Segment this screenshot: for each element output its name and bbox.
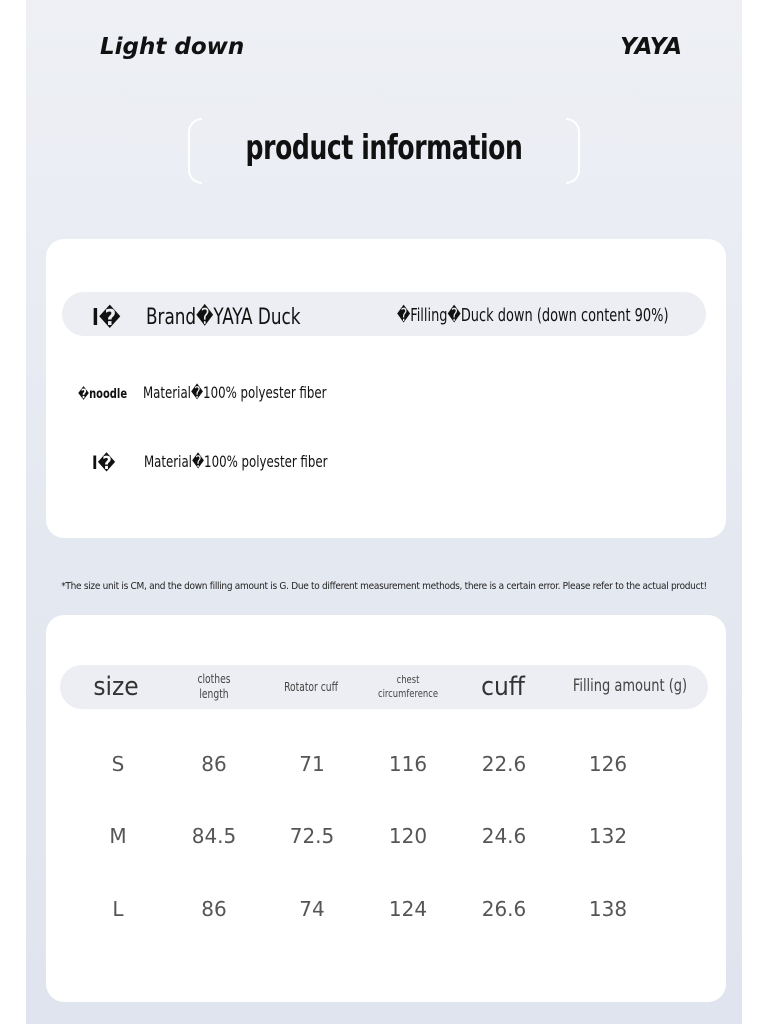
header-rotator-cuff: Rotator cuff xyxy=(284,679,338,694)
header-filling-amount: Filling amount (g) xyxy=(572,676,688,697)
cell-l-length: 86 xyxy=(201,897,227,921)
brand-logo-text: YAYA xyxy=(620,34,682,60)
cell-l-size: L xyxy=(112,897,124,921)
cell-m-size: M xyxy=(109,824,127,848)
header-chest-circumference: chest circumference xyxy=(377,673,439,700)
material-value-2: Material�100% polyester fiber xyxy=(144,452,328,471)
cell-s-rotator-cuff: 71 xyxy=(299,752,325,776)
cell-s-length: 86 xyxy=(201,752,227,776)
cell-s-filling: 126 xyxy=(588,752,628,776)
cell-m-chest: 120 xyxy=(388,824,428,848)
info-row2-tag: �noodle xyxy=(78,387,128,402)
info-row1-tag: l� xyxy=(92,306,121,331)
product-line-label: Light down xyxy=(100,34,245,60)
material-value: Material�100% polyester fiber xyxy=(143,383,327,402)
cell-m-rotator-cuff: 72.5 xyxy=(289,824,335,848)
cell-s-chest: 116 xyxy=(388,752,428,776)
page-title: product information xyxy=(245,128,523,168)
product-info-card xyxy=(46,239,726,538)
cell-s-size: S xyxy=(111,752,125,776)
header-cuff: cuff xyxy=(481,671,525,702)
size-header-row xyxy=(60,665,708,709)
cell-m-cuff: 24.6 xyxy=(481,824,527,848)
size-disclaimer: *The size unit is CM, and the down filling amount is G. Due to different measurement methods, there is a certain error. Please refer to the actual product! xyxy=(61,581,707,592)
info-row3-tag: l� xyxy=(92,453,116,474)
title-frame xyxy=(188,118,580,180)
header-size: size xyxy=(93,671,139,702)
cell-l-filling: 138 xyxy=(588,897,628,921)
brand-value: Brand�YAYA Duck xyxy=(146,305,301,330)
cell-s-cuff: 22.6 xyxy=(481,752,527,776)
cell-l-cuff: 26.6 xyxy=(481,897,527,921)
right-bracket-decoration xyxy=(566,118,580,184)
cell-l-rotator-cuff: 74 xyxy=(299,897,325,921)
filling-value: �Filling�Duck down (down content 90%) xyxy=(397,305,669,326)
cell-m-filling: 132 xyxy=(588,824,628,848)
cell-l-chest: 124 xyxy=(388,897,428,921)
left-bracket-decoration xyxy=(188,118,202,184)
size-chart-card xyxy=(46,615,726,1002)
header-clothes-length: clothes length xyxy=(197,672,231,701)
cell-m-length: 84.5 xyxy=(191,824,237,848)
